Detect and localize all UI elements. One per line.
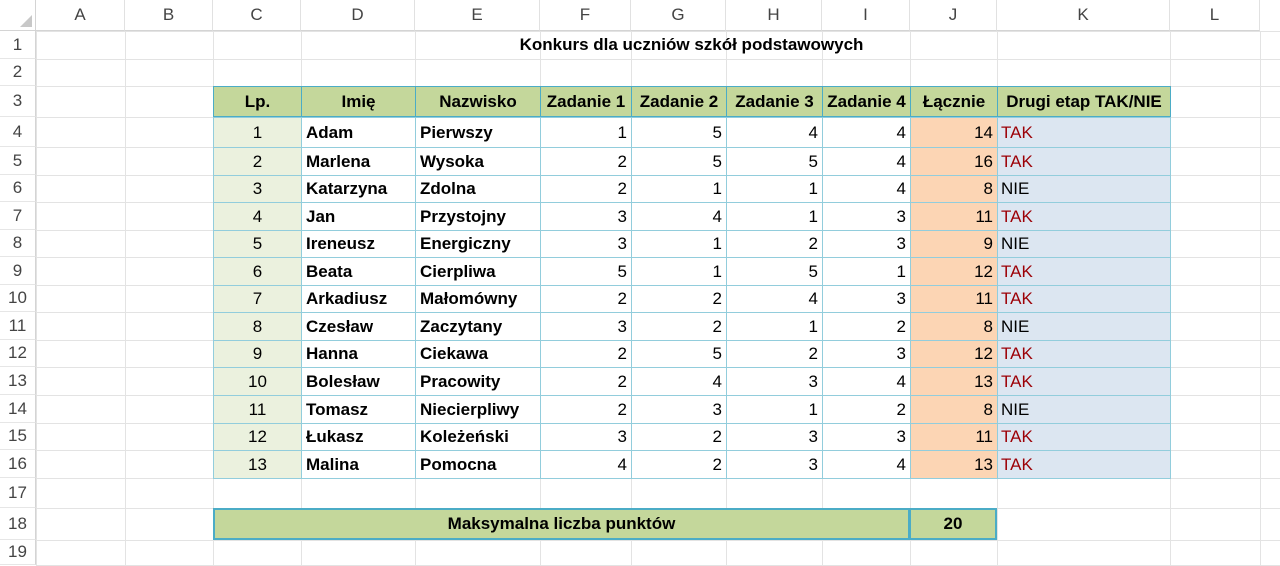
task-score-cell[interactable]: 3 bbox=[822, 340, 911, 368]
task-score-cell[interactable]: 5 bbox=[631, 147, 727, 176]
last-name-cell[interactable]: Zaczytany bbox=[415, 312, 541, 341]
row-header-18[interactable]: 18 bbox=[0, 508, 36, 540]
last-name-cell[interactable]: Przystojny bbox=[415, 202, 541, 231]
first-name-cell[interactable]: Czesław bbox=[301, 312, 416, 341]
total-cell[interactable]: 8 bbox=[910, 312, 998, 341]
lp-cell[interactable]: 1 bbox=[213, 117, 302, 148]
gridline-vertical bbox=[125, 31, 126, 565]
task-score-cell[interactable]: 1 bbox=[822, 257, 911, 286]
task-score-cell[interactable]: 2 bbox=[631, 285, 727, 313]
row-header-2[interactable]: 2 bbox=[0, 59, 36, 86]
task-score-cell[interactable]: 3 bbox=[540, 202, 632, 231]
second-stage-cell[interactable]: TAK bbox=[997, 202, 1171, 231]
second-stage-cell[interactable]: TAK bbox=[997, 340, 1171, 368]
second-stage-cell[interactable]: TAK bbox=[997, 285, 1171, 313]
column-header-l[interactable]: L bbox=[1170, 0, 1260, 31]
lp-cell[interactable]: 10 bbox=[213, 367, 302, 396]
task-score-cell[interactable]: 2 bbox=[726, 230, 823, 258]
row-header-8[interactable]: 8 bbox=[0, 230, 36, 257]
task-score-cell[interactable]: 3 bbox=[726, 450, 823, 479]
total-cell[interactable]: 13 bbox=[910, 367, 998, 396]
select-all-corner[interactable] bbox=[0, 0, 36, 31]
total-cell[interactable]: 8 bbox=[910, 395, 998, 424]
last-name-cell[interactable]: Ciekawa bbox=[415, 340, 541, 368]
total-cell[interactable]: 11 bbox=[910, 285, 998, 313]
second-stage-cell[interactable]: TAK bbox=[997, 423, 1171, 451]
table-header-cell[interactable]: Drugi etap TAK/NIE bbox=[997, 86, 1171, 117]
task-score-cell[interactable]: 4 bbox=[822, 147, 911, 176]
max-points-label[interactable]: Maksymalna liczba punktów bbox=[213, 508, 910, 540]
second-stage-cell[interactable]: NIE bbox=[997, 230, 1171, 258]
last-name-cell[interactable]: Wysoka bbox=[415, 147, 541, 176]
task-score-cell[interactable]: 2 bbox=[822, 395, 911, 424]
table-header-cell[interactable]: Nazwisko bbox=[415, 86, 541, 117]
task-score-cell[interactable]: 2 bbox=[726, 340, 823, 368]
column-header-j[interactable]: J bbox=[910, 0, 997, 31]
task-score-cell[interactable]: 2 bbox=[540, 175, 632, 203]
task-score-cell[interactable]: 3 bbox=[726, 423, 823, 451]
row-header-15[interactable]: 15 bbox=[0, 423, 36, 450]
second-stage-cell[interactable]: NIE bbox=[997, 175, 1171, 203]
task-score-cell[interactable]: 2 bbox=[540, 340, 632, 368]
task-score-cell[interactable]: 2 bbox=[631, 312, 727, 341]
total-cell[interactable]: 9 bbox=[910, 230, 998, 258]
task-score-cell[interactable]: 5 bbox=[726, 147, 823, 176]
task-score-cell[interactable]: 2 bbox=[540, 285, 632, 313]
first-name-cell[interactable]: Tomasz bbox=[301, 395, 416, 424]
task-score-cell[interactable]: 4 bbox=[822, 117, 911, 148]
table-header-cell[interactable]: Imię bbox=[301, 86, 416, 117]
task-score-cell[interactable]: 3 bbox=[631, 395, 727, 424]
task-score-cell[interactable]: 4 bbox=[631, 202, 727, 231]
task-score-cell[interactable]: 3 bbox=[540, 312, 632, 341]
task-score-cell[interactable]: 4 bbox=[822, 367, 911, 396]
second-stage-cell[interactable]: TAK bbox=[997, 117, 1171, 148]
first-name-cell[interactable]: Beata bbox=[301, 257, 416, 286]
task-score-cell[interactable]: 2 bbox=[822, 312, 911, 341]
row-header-5[interactable]: 5 bbox=[0, 147, 36, 175]
total-cell[interactable]: 11 bbox=[910, 423, 998, 451]
lp-cell[interactable]: 12 bbox=[213, 423, 302, 451]
row-header-3[interactable]: 3 bbox=[0, 86, 36, 117]
task-score-cell[interactable]: 2 bbox=[631, 450, 727, 479]
second-stage-cell[interactable]: TAK bbox=[997, 450, 1171, 479]
column-header-k[interactable]: K bbox=[997, 0, 1170, 31]
table-header-cell[interactable]: Zadanie 2 bbox=[631, 86, 727, 117]
table-header-cell[interactable]: Zadanie 1 bbox=[540, 86, 632, 117]
first-name-cell[interactable]: Hanna bbox=[301, 340, 416, 368]
task-score-cell[interactable]: 3 bbox=[822, 285, 911, 313]
last-name-cell[interactable]: Małomówny bbox=[415, 285, 541, 313]
first-name-cell[interactable]: Łukasz bbox=[301, 423, 416, 451]
first-name-cell[interactable]: Adam bbox=[301, 117, 416, 148]
row-header-11[interactable]: 11 bbox=[0, 312, 36, 340]
task-score-cell[interactable]: 2 bbox=[540, 395, 632, 424]
column-header-i[interactable]: I bbox=[822, 0, 910, 31]
row-header-10[interactable]: 10 bbox=[0, 285, 36, 312]
task-score-cell[interactable]: 1 bbox=[631, 175, 727, 203]
task-score-cell[interactable]: 2 bbox=[540, 367, 632, 396]
task-score-cell[interactable]: 1 bbox=[726, 395, 823, 424]
first-name-cell[interactable]: Marlena bbox=[301, 147, 416, 176]
total-cell[interactable]: 13 bbox=[910, 450, 998, 479]
total-cell[interactable]: 14 bbox=[910, 117, 998, 148]
column-header-e[interactable]: E bbox=[415, 0, 540, 31]
row-header-19[interactable]: 19 bbox=[0, 540, 36, 565]
second-stage-cell[interactable]: TAK bbox=[997, 257, 1171, 286]
row-header-17[interactable]: 17 bbox=[0, 478, 36, 508]
gridline-horizontal bbox=[36, 59, 1280, 60]
lp-cell[interactable]: 7 bbox=[213, 285, 302, 313]
last-name-cell[interactable]: Energiczny bbox=[415, 230, 541, 258]
task-score-cell[interactable]: 5 bbox=[631, 340, 727, 368]
task-score-cell[interactable]: 3 bbox=[726, 367, 823, 396]
column-header-h[interactable]: H bbox=[726, 0, 822, 31]
column-header-d[interactable]: D bbox=[301, 0, 415, 31]
total-cell[interactable]: 16 bbox=[910, 147, 998, 176]
total-cell[interactable]: 12 bbox=[910, 257, 998, 286]
total-cell[interactable]: 12 bbox=[910, 340, 998, 368]
last-name-cell[interactable]: Zdolna bbox=[415, 175, 541, 203]
task-score-cell[interactable]: 3 bbox=[822, 230, 911, 258]
lp-cell[interactable]: 8 bbox=[213, 312, 302, 341]
total-cell[interactable]: 11 bbox=[910, 202, 998, 231]
task-score-cell[interactable]: 5 bbox=[540, 257, 632, 286]
lp-cell[interactable]: 2 bbox=[213, 147, 302, 176]
gridline-horizontal bbox=[36, 540, 1280, 541]
lp-cell[interactable]: 11 bbox=[213, 395, 302, 424]
task-score-cell[interactable]: 4 bbox=[540, 450, 632, 479]
task-score-cell[interactable]: 1 bbox=[631, 230, 727, 258]
last-name-cell[interactable]: Koleżeński bbox=[415, 423, 541, 451]
lp-cell[interactable]: 5 bbox=[213, 230, 302, 258]
first-name-cell[interactable]: Jan bbox=[301, 202, 416, 231]
total-cell[interactable]: 8 bbox=[910, 175, 998, 203]
first-name-cell[interactable]: Katarzyna bbox=[301, 175, 416, 203]
sheet-title[interactable]: Konkurs dla uczniów szkół podstawowych bbox=[519, 35, 864, 54]
last-name-cell[interactable]: Pierwszy bbox=[415, 117, 541, 148]
second-stage-cell[interactable]: NIE bbox=[997, 312, 1171, 341]
first-name-cell[interactable]: Arkadiusz bbox=[301, 285, 416, 313]
row-header-4[interactable]: 4 bbox=[0, 117, 36, 147]
gridline-vertical bbox=[1260, 31, 1261, 565]
lp-cell[interactable]: 4 bbox=[213, 202, 302, 231]
last-name-cell[interactable]: Niecierpliwy bbox=[415, 395, 541, 424]
task-score-cell[interactable]: 1 bbox=[726, 312, 823, 341]
row-header-6[interactable]: 6 bbox=[0, 175, 36, 202]
row-header-12[interactable]: 12 bbox=[0, 340, 36, 367]
task-score-cell[interactable]: 2 bbox=[540, 147, 632, 176]
row-header-14[interactable]: 14 bbox=[0, 395, 36, 423]
row-header-9[interactable]: 9 bbox=[0, 257, 36, 285]
table-header-cell[interactable]: Zadanie 3 bbox=[726, 86, 823, 117]
task-score-cell[interactable]: 4 bbox=[822, 175, 911, 203]
task-score-cell[interactable]: 5 bbox=[631, 117, 727, 148]
first-name-cell[interactable]: Ireneusz bbox=[301, 230, 416, 258]
task-score-cell[interactable]: 4 bbox=[726, 285, 823, 313]
lp-cell[interactable]: 13 bbox=[213, 450, 302, 479]
task-score-cell[interactable]: 3 bbox=[822, 202, 911, 231]
table-header-cell[interactable]: Zadanie 4 bbox=[822, 86, 911, 117]
row-header-16[interactable]: 16 bbox=[0, 450, 36, 478]
row-header-1[interactable]: 1 bbox=[0, 31, 36, 59]
task-score-cell[interactable]: 5 bbox=[726, 257, 823, 286]
row-header-7[interactable]: 7 bbox=[0, 202, 36, 230]
task-score-cell[interactable]: 3 bbox=[540, 230, 632, 258]
second-stage-cell[interactable]: TAK bbox=[997, 147, 1171, 176]
task-score-cell[interactable]: 1 bbox=[631, 257, 727, 286]
column-header-f[interactable]: F bbox=[540, 0, 631, 31]
task-score-cell[interactable]: 1 bbox=[726, 202, 823, 231]
gridline-vertical bbox=[36, 31, 37, 565]
column-header-b[interactable]: B bbox=[125, 0, 213, 31]
lp-cell[interactable]: 9 bbox=[213, 340, 302, 368]
task-score-cell[interactable]: 4 bbox=[822, 450, 911, 479]
column-header-g[interactable]: G bbox=[631, 0, 726, 31]
task-score-cell[interactable]: 3 bbox=[540, 423, 632, 451]
task-score-cell[interactable]: 1 bbox=[726, 175, 823, 203]
table-header-cell[interactable]: Lp. bbox=[213, 86, 302, 117]
last-name-cell[interactable]: Pracowity bbox=[415, 367, 541, 396]
max-points-value[interactable]: 20 bbox=[909, 508, 997, 540]
task-score-cell[interactable]: 3 bbox=[822, 423, 911, 451]
task-score-cell[interactable]: 2 bbox=[631, 423, 727, 451]
column-header-a[interactable]: A bbox=[36, 0, 125, 31]
task-score-cell[interactable]: 1 bbox=[540, 117, 632, 148]
column-header-c[interactable]: C bbox=[213, 0, 301, 31]
last-name-cell[interactable]: Cierpliwa bbox=[415, 257, 541, 286]
lp-cell[interactable]: 3 bbox=[213, 175, 302, 203]
task-score-cell[interactable]: 4 bbox=[726, 117, 823, 148]
first-name-cell[interactable]: Malina bbox=[301, 450, 416, 479]
lp-cell[interactable]: 6 bbox=[213, 257, 302, 286]
first-name-cell[interactable]: Bolesław bbox=[301, 367, 416, 396]
row-header-13[interactable]: 13 bbox=[0, 367, 36, 395]
second-stage-cell[interactable]: TAK bbox=[997, 367, 1171, 396]
last-name-cell[interactable]: Pomocna bbox=[415, 450, 541, 479]
table-header-cell[interactable]: Łącznie bbox=[910, 86, 998, 117]
second-stage-cell[interactable]: NIE bbox=[997, 395, 1171, 424]
task-score-cell[interactable]: 4 bbox=[631, 367, 727, 396]
